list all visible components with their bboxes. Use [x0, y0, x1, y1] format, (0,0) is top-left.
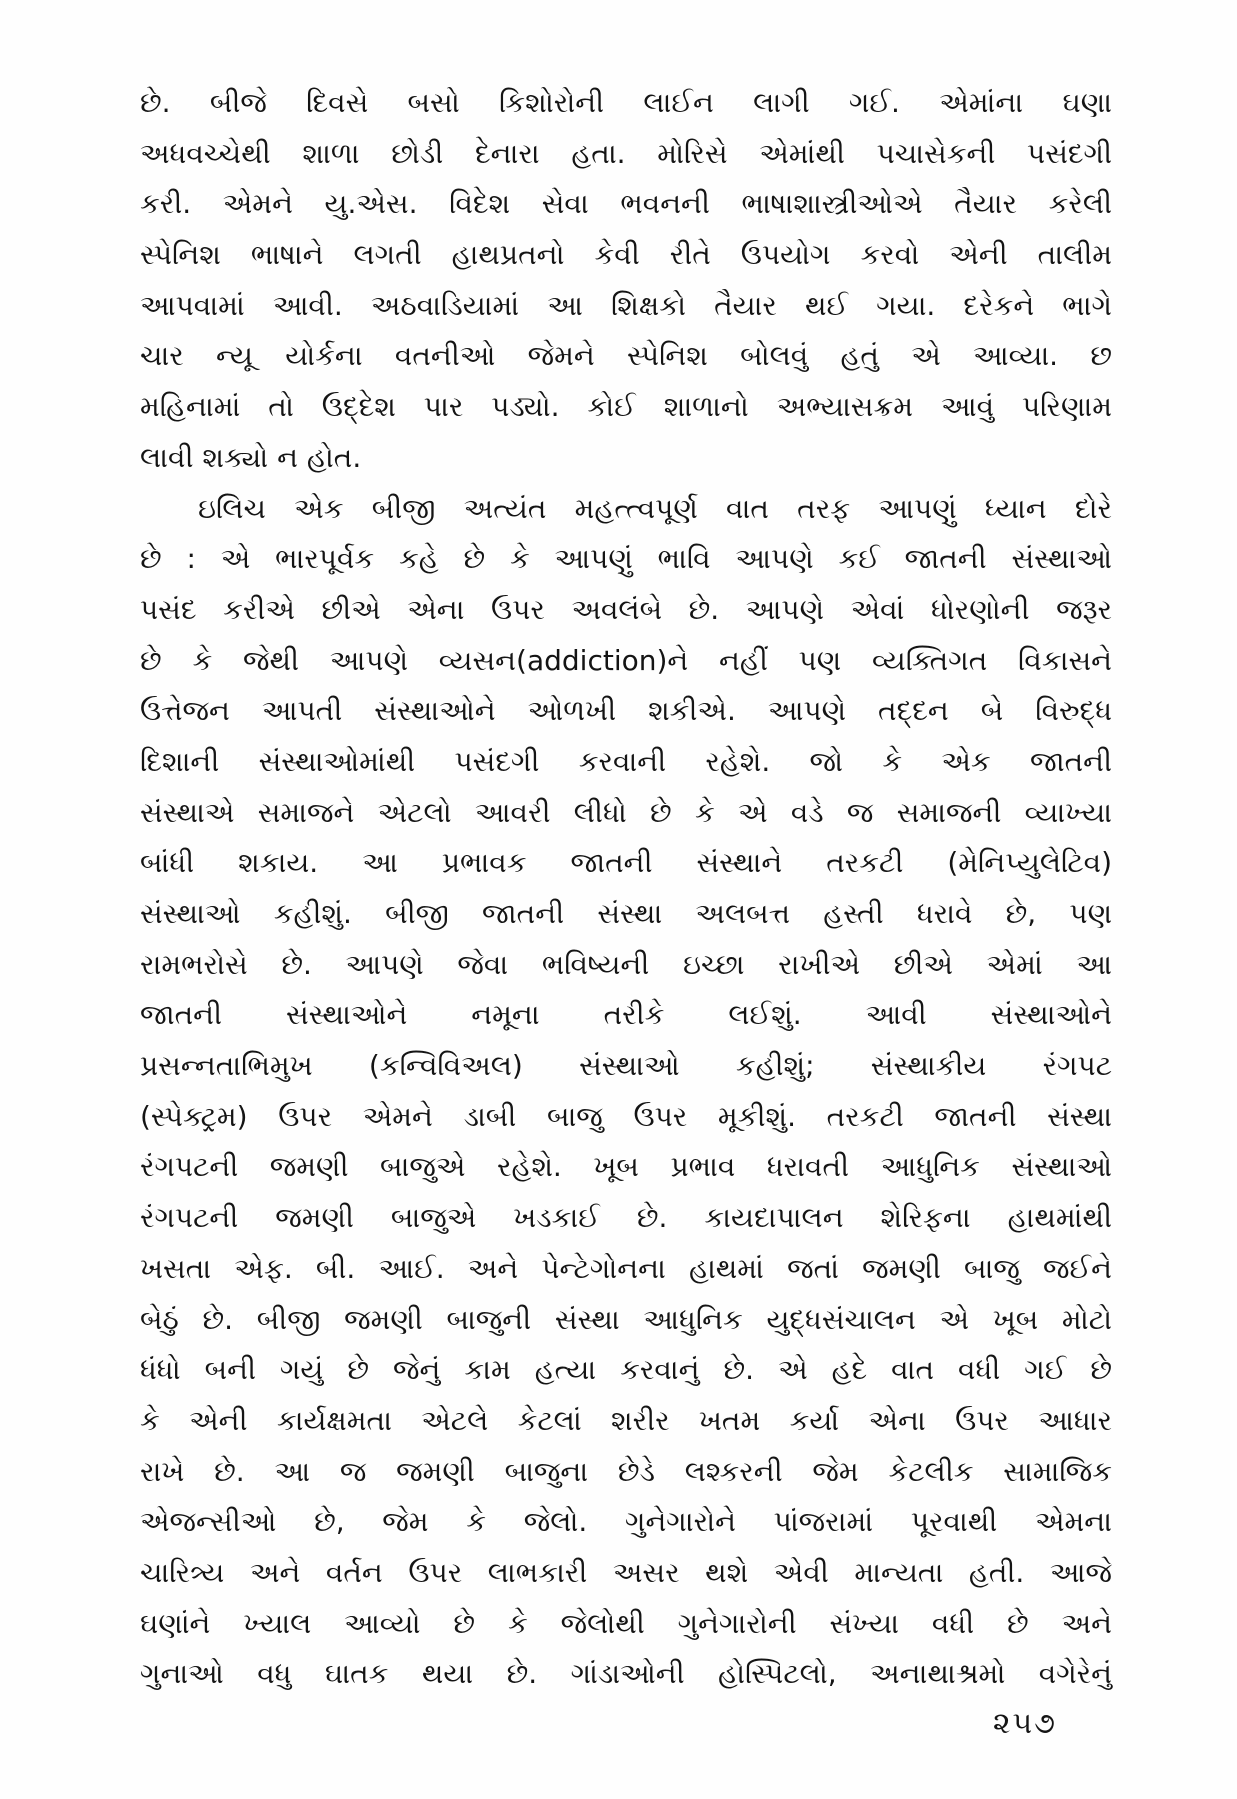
text-line: મહિનામાં તો ઉદ્દેશ પાર પડ્યો. કોઈ શાળાનો અભ્યાસક્રમ આવું પરિણામ [140, 390, 1112, 424]
body-text [140, 78, 1112, 1700]
text-line: પ્રસન્નતાભિમુખ (કન્વિવિઅલ) સંસ્થાઓ કહીશું; સંસ્થાકીય રંગપટ [140, 1049, 1112, 1083]
page-number: ૨૫૭ [992, 1706, 1057, 1741]
text-line: ગુનાઓ વધુ ઘાતક થયા છે. ગાંડાઓની હોસ્પિટલો, અનાથાશ્રમો વગેરેનું [140, 1657, 1112, 1691]
text-line: સંસ્થાએ સમાજને એટલો આવરી લીધો છે કે એ વડે જ સમાજની વ્યાખ્યા [140, 795, 1112, 829]
text-line: છે : એ ભારપૂર્વક કહે છે કે આપણું ભાવિ આપણે કઈ જાતની સંસ્થાઓ [140, 542, 1112, 576]
text-line: ચાર ન્યૂ યોર્કના વતનીઓ જેમને સ્પેનિશ બોલવું હતું એ આવ્યા. છ [140, 339, 1112, 373]
text-line: આપવામાં આવી. અઠવાડિયામાં આ શિક્ષકો તૈયાર થઈ ગયા. દરેકને ભાગે [140, 288, 1112, 322]
text-line: ઘણાંને ખ્યાલ આવ્યો છે કે જેલોથી ગુનેગારોની સંખ્યા વધી છે અને [140, 1606, 1112, 1640]
text-line: ખસતા એફ. બી. આઈ. અને પેન્ટેગોનના હાથમાં જતાં જમણી બાજુ જઈને [140, 1251, 1112, 1285]
text-line: બેઠું છે. બીજી જમણી બાજુની સંસ્થા આધુનિક યુદ્ધસંચાલન એ ખૂબ મોટો [140, 1302, 1112, 1336]
text-line: છે કે જેથી આપણે વ્યસન(addiction)ને નહીં પણ વ્યક્તિગત વિકાસને [140, 643, 1112, 677]
text-line: એજન્સીઓ છે, જેમ કે જેલો. ગુનેગારોને પાંજરામાં પૂરવાથી એમના [140, 1505, 1112, 1539]
text-line: ઇલિચ એક બીજી અત્યંત મહત્ત્વપૂર્ણ વાત તરફ આપણું ધ્યાન દોરે [198, 491, 1112, 525]
text-line: બાંધી શકાય. આ પ્રભાવક જાતની સંસ્થાને તરકટી (મેનિપ્યુલેટિવ) [140, 846, 1112, 880]
text-line: (સ્પેક્ટ્રમ) ઉપર એમને ડાબી બાજુ ઉપર મૂકીશું. તરકટી જાતની સંસ્થા [140, 1099, 1112, 1133]
text-line: રામભરોસે છે. આપણે જેવા ભવિષ્યની ઇચ્છા રાખીએ છીએ એમાં આ [140, 947, 1112, 981]
text-line: દિશાની સંસ્થાઓમાંથી પસંદગી કરવાની રહેશે. જો કે એક જાતની [140, 744, 1112, 778]
text-line: ઉત્તેજન આપતી સંસ્થાઓને ઓળખી શકીએ. આપણે તદ્દન બે વિરુદ્ધ [140, 694, 1112, 728]
text-line: જાતની સંસ્થાઓને નમૂના તરીકે લઈશું. આવી સંસ્થાઓને [140, 998, 1112, 1032]
text-line: લાવી શક્યો ન હોત. [140, 440, 362, 474]
text-line: સંસ્થાઓ કહીશું. બીજી જાતની સંસ્થા અલબત્ત હસ્તી ધરાવે છે, પણ [140, 897, 1112, 930]
text-line: રંગપટની જમણી બાજુએ ખડકાઈ છે. કાયદાપાલન શેરિફના હાથમાંથી [140, 1201, 1112, 1235]
text-line: સ્પેનિશ ભાષાને લગતી હાથપ્રતનો કેવી રીતે ઉપયોગ કરવો એની તાલીમ [140, 238, 1112, 272]
text-line: ધંધો બની ગયું છે જેનું કામ હત્યા કરવાનું છે. એ હદે વાત વધી ગઈ છે [140, 1353, 1112, 1387]
text-line: પસંદ કરીએ છીએ એના ઉપર અવલંબે છે. આપણે એવાં ધોરણોની જરૂર [140, 592, 1112, 626]
text-line: કે એની કાર્યક્ષમતા એટલે કેટલાં શરીર ખતમ કર્યા એના ઉપર આધાર [140, 1403, 1112, 1437]
text-line: છે. બીજે દિવસે બસો કિશોરોની લાઈન લાગી ગઈ. એમાંના ઘણા [140, 86, 1112, 119]
text-line: કરી. એમને યુ.એસ. વિદેશ સેવા ભવનની ભાષાશાસ્ત્રીઓએ તૈયાર કરેલી [140, 187, 1112, 221]
text-line: રંગપટની જમણી બાજુએ રહેશે. ખૂબ પ્રભાવ ધરાવતી આધુનિક સંસ્થાઓ [140, 1150, 1112, 1184]
text-line: રાખે છે. આ જ જમણી બાજુના છેડે લશ્કરની જેમ કેટલીક સામાજિક [140, 1454, 1112, 1488]
text-line: ચારિત્ર્ય અને વર્તન ઉપર લાભકારી અસર થશે એવી માન્યતા હતી. આજે [140, 1555, 1112, 1589]
text-line: અધવચ્ચેથી શાળા છોડી દેનારા હતા. મોરિસે એમાંથી પચાસેકની પસંદગી [140, 136, 1112, 170]
